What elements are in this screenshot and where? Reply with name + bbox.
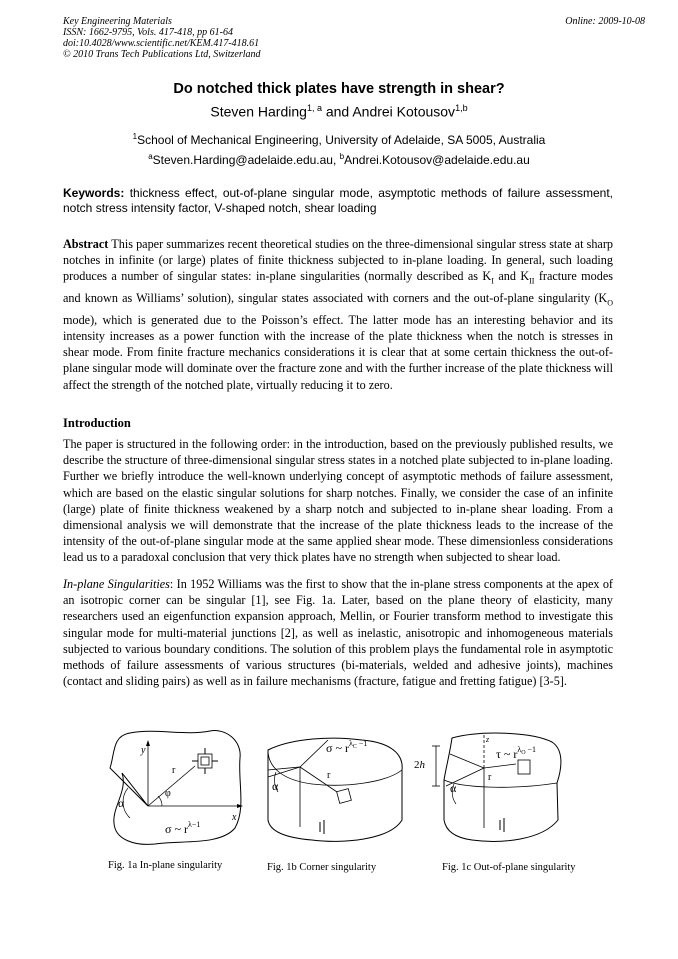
fig1a-y-label: y [141, 745, 146, 756]
paper-title: Do notched thick plates have strength in shear? [173, 81, 505, 97]
fig1a-caption: Fig. 1a In-plane singularity [108, 860, 223, 871]
keywords-text: thickness effect, out-of-plane singular mode, asymptotic methods of failure assessment, notch stress intensity factor, V-shaped notch, shear loading [63, 186, 613, 215]
in-plane-text: : In 1952 Williams was the first to show that the in-plane stress components at the apex of an isotropic corner can be singular [1], see Fig. 1a. Later, based on the plane theory of elasticity, many researchers used an eigenfunction expansion approach, Mellin, or Fourier transform method to investigate this singular mode for multi-material junctions [2], as well as inelastic, anisotropic and inhomogeneous materials subjected to various boundary conditions. The solution of this problem plays the fundamental role in asymptotic methods of failure assessments of various structures (bi-materials, welded and adhesive joints), machines (contact and sliding pairs) as well as in failure mechanisms (fracture, fatigue and fretting fatigue) [3-5]. [63, 577, 613, 689]
abstract-text-3: fracture modes and known as Williams’ solution), singular states associated with corners and the out-of-plane singularity (K [63, 269, 613, 306]
abstract-text-4: mode), which is generated due to the Poisson’s effect. The latter mode has an interesting behavior and its intensity increases as a power function with the increase of the plate thickness when the notch is stresses in shear mode. From finite fracture mechanics considerations it is clear that at some certain thickness the out-of-plane singular mode will dominate over the fracture zone and with the further increase of the plate thickness will affect the strength of the notched plate, virtually reducing it to zero. [63, 312, 613, 392]
figure-1a [100, 728, 250, 848]
fig1c-r-label: r [488, 772, 492, 783]
abstract-text-1: This paper summarizes recent theoretical studies on the three-dimensional singular stress state at sharp notches in infinite (or large) plates of finite thickness subjected to in-plane loading. In general, such loading produces a number of singular states: in-plane singularities (normally described as K [63, 237, 613, 284]
fig1c-2h-label: 2h [414, 759, 425, 771]
fig1a-x-label: x [232, 812, 237, 823]
fig1c-alpha-label: α [450, 781, 457, 795]
author-2: Andrei Kotousov [352, 103, 456, 120]
abstract-label: Abstract [63, 237, 109, 251]
fig1c-z-label: z [486, 735, 490, 744]
email-sup-a: a [148, 152, 153, 161]
introduction-heading: Introduction [63, 416, 131, 430]
online-date: Online: 2009-10-08 [565, 16, 645, 27]
email-b: Andrei.Kotousov@adelaide.edu.au [344, 153, 530, 167]
fig1a-r-label: r [172, 765, 176, 776]
affiliation-sup: 1 [132, 132, 138, 141]
email-line [0, 152, 678, 167]
abstract-sub-2: II [529, 276, 535, 286]
fig1b-alpha-label: α [272, 779, 279, 793]
fig1b-r-label: r [327, 770, 331, 781]
email-a: Steven.Harding@adelaide.edu.au, [152, 153, 340, 167]
introduction-para-2 [63, 576, 613, 689]
in-plane-label: In-plane Singularities [63, 577, 170, 591]
abstract-text-2: and K [493, 269, 530, 284]
fig1c-tau-label: τ ~ $r^\lambda O -1$ [496, 745, 537, 761]
abstract-sub-1: I [491, 276, 494, 286]
affiliation [0, 132, 678, 147]
journal-name: Key Engineering Materials [63, 16, 172, 27]
affiliation-text: School of Mechanical Engineering, University of Adelaide, SA 5005, Australia [137, 133, 546, 147]
email-sup-b: b [339, 152, 345, 161]
fig1a-alpha-label: α [118, 796, 125, 810]
fig1b-caption: Fig. 1b Corner singularity [267, 862, 377, 873]
fig1a-phi-label: φ [165, 788, 171, 799]
fig1a-sigma-label: σ ~ $r^{\lambda-1}$ [165, 820, 201, 836]
figure-1b [262, 732, 410, 852]
introduction-para-1: The paper is structured in the following order: in the introduction, based on the previously published results, we describe the structure of three-dimensional singular stress states in a notched plate subjected to in-plane loading. Further we briefly introduce the well-known underlying concept of asymptotic methods of failure assessment, which are based on the elastic singular solutions for sharp notches. Finally, we consider the case of an infinite (large) plate of finite thickness weakened by a sharp notch and subjected to in-plane shear loading. From a dimensional analysis we will demonstrate that the increase of the plate thickness leads to the increase of the intensity of the out-of-plane singular mode at the same applied shear mode. These dimensionless considerations lead us to a paradoxal conclusion that very thick plates have no strength when subjected to shear load. [63, 437, 613, 565]
fig1c-caption: Fig. 1c Out-of-plane singularity [442, 862, 576, 873]
abstract-sub-3: O [607, 298, 613, 308]
issn-line: ISSN: 1662-9795, Vols. 417-418, pp 61-64 [63, 27, 233, 38]
author-and: and [321, 103, 353, 120]
author-2-sup: 1,b [455, 103, 468, 113]
fig1b-sigma-label: σ ~ $r^\lambda C -1$ [326, 739, 368, 755]
author-line [0, 103, 678, 120]
author-1: Steven Harding [210, 103, 307, 120]
abstract [63, 236, 613, 393]
keywords-label: Keywords: [63, 186, 125, 200]
journal-header [63, 16, 363, 60]
author-1-sup: 1, a [306, 103, 322, 113]
copyright-line: © 2010 Trans Tech Publications Ltd, Switzerland [63, 49, 261, 60]
figure-1c [412, 728, 572, 852]
keywords [63, 186, 613, 215]
doi-line: doi:10.4028/www.scientific.net/KEM.417-418.61 [63, 38, 260, 49]
